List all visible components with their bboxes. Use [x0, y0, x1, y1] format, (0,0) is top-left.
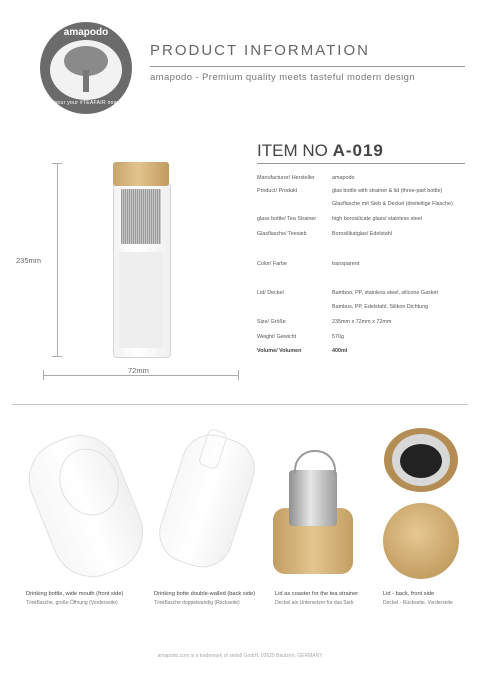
spec-label: Volume/ Volumen	[257, 348, 302, 354]
section-divider	[12, 404, 468, 405]
spec-label: Product/ Produkt	[257, 188, 298, 194]
spec-value: 235mm x 72mm x 72mm	[332, 319, 392, 325]
width-label: 72mm	[128, 366, 149, 375]
bottle-inner-wall	[119, 252, 163, 348]
spec-label: Weight/ Gewicht	[257, 334, 297, 340]
footer-text: amapodo.com is a trademark of sedell GmbH, 02625 Bautzen, GERMANY	[157, 653, 323, 659]
header-divider	[150, 66, 465, 67]
caption-title: Drinking botte double-walled (back side)	[154, 591, 256, 597]
page-subtitle: amapodo - Premium quality meets tasteful modern design	[150, 72, 416, 83]
spec-label: Manufacturer/ Hersteller	[257, 175, 315, 181]
page-title: PRODUCT INFORMATION	[150, 42, 370, 59]
spec-label: Glasflasche/ Teesieb	[257, 231, 307, 237]
spec-value: 400ml	[332, 348, 348, 354]
spec-value: Borosilikatglas/ Edelstahl	[332, 231, 392, 237]
spec-label: glass bottle/ Tea Strainer	[257, 216, 317, 222]
caption-title: Drinking bottle, wide mouth (front side)	[26, 591, 124, 597]
caption-subtitle: Trinkflasche doppelwandig (Rückseite)	[154, 600, 240, 606]
caption-subtitle: Deckel als Untersetzer für das Sieb	[275, 600, 354, 606]
spec-value: Bambus, PP, Edelstahl, Silikon Dichtung	[332, 304, 429, 310]
caption-title: Lid - back, front side	[383, 591, 435, 597]
item-number	[257, 141, 384, 161]
brand-logo	[40, 22, 132, 114]
spec-value: amapodo	[332, 175, 355, 181]
strainer-handle	[294, 450, 336, 474]
item-number-value: A-019	[332, 141, 384, 160]
height-label: 235mm	[16, 256, 42, 265]
lid-front-image	[383, 503, 459, 579]
spec-value: Glasflasche mit Sieb & Deckel (dreiteilige Flasche)	[332, 201, 453, 207]
height-dimension-tick	[52, 163, 62, 164]
width-dimension-tick	[43, 370, 44, 380]
width-dimension-line	[43, 375, 238, 376]
strainer-image	[289, 470, 337, 526]
spec-value: transparent	[332, 261, 360, 267]
spec-label: Lid/ Deckel	[257, 290, 284, 296]
logo-slogan: pour your #TEAFAIR now	[54, 100, 118, 106]
spec-label: Size/ Größe	[257, 319, 286, 325]
height-dimension-line	[57, 163, 58, 356]
height-dimension-tick	[52, 356, 62, 357]
logo-name: amapodo	[63, 27, 109, 38]
width-dimension-tick	[238, 370, 239, 380]
bamboo-lid	[113, 162, 169, 186]
spec-value: 570g	[332, 334, 344, 340]
tree-icon	[50, 40, 122, 100]
spec-value: glas bottle with strainer & lid (three-part bottle)	[332, 188, 443, 194]
caption-subtitle: Deckel - Rückseite, Vorderseite	[383, 600, 453, 606]
item-number-prefix: ITEM NO	[257, 141, 328, 160]
item-divider	[257, 163, 465, 164]
spec-label: Color/ Farbe	[257, 261, 287, 267]
lid-back-label	[400, 444, 442, 478]
tea-strainer	[121, 189, 161, 244]
spec-value: high borosilicate glass/ stainless steel	[332, 216, 422, 222]
caption-subtitle: Trinkflasche, große Öffnung (Vorderseite)	[26, 600, 118, 606]
spec-value: Bamboo, PP, stainless steel, silicone Gasket	[332, 290, 438, 296]
caption-title: Lid as coaster for the tea strainer	[275, 591, 359, 597]
